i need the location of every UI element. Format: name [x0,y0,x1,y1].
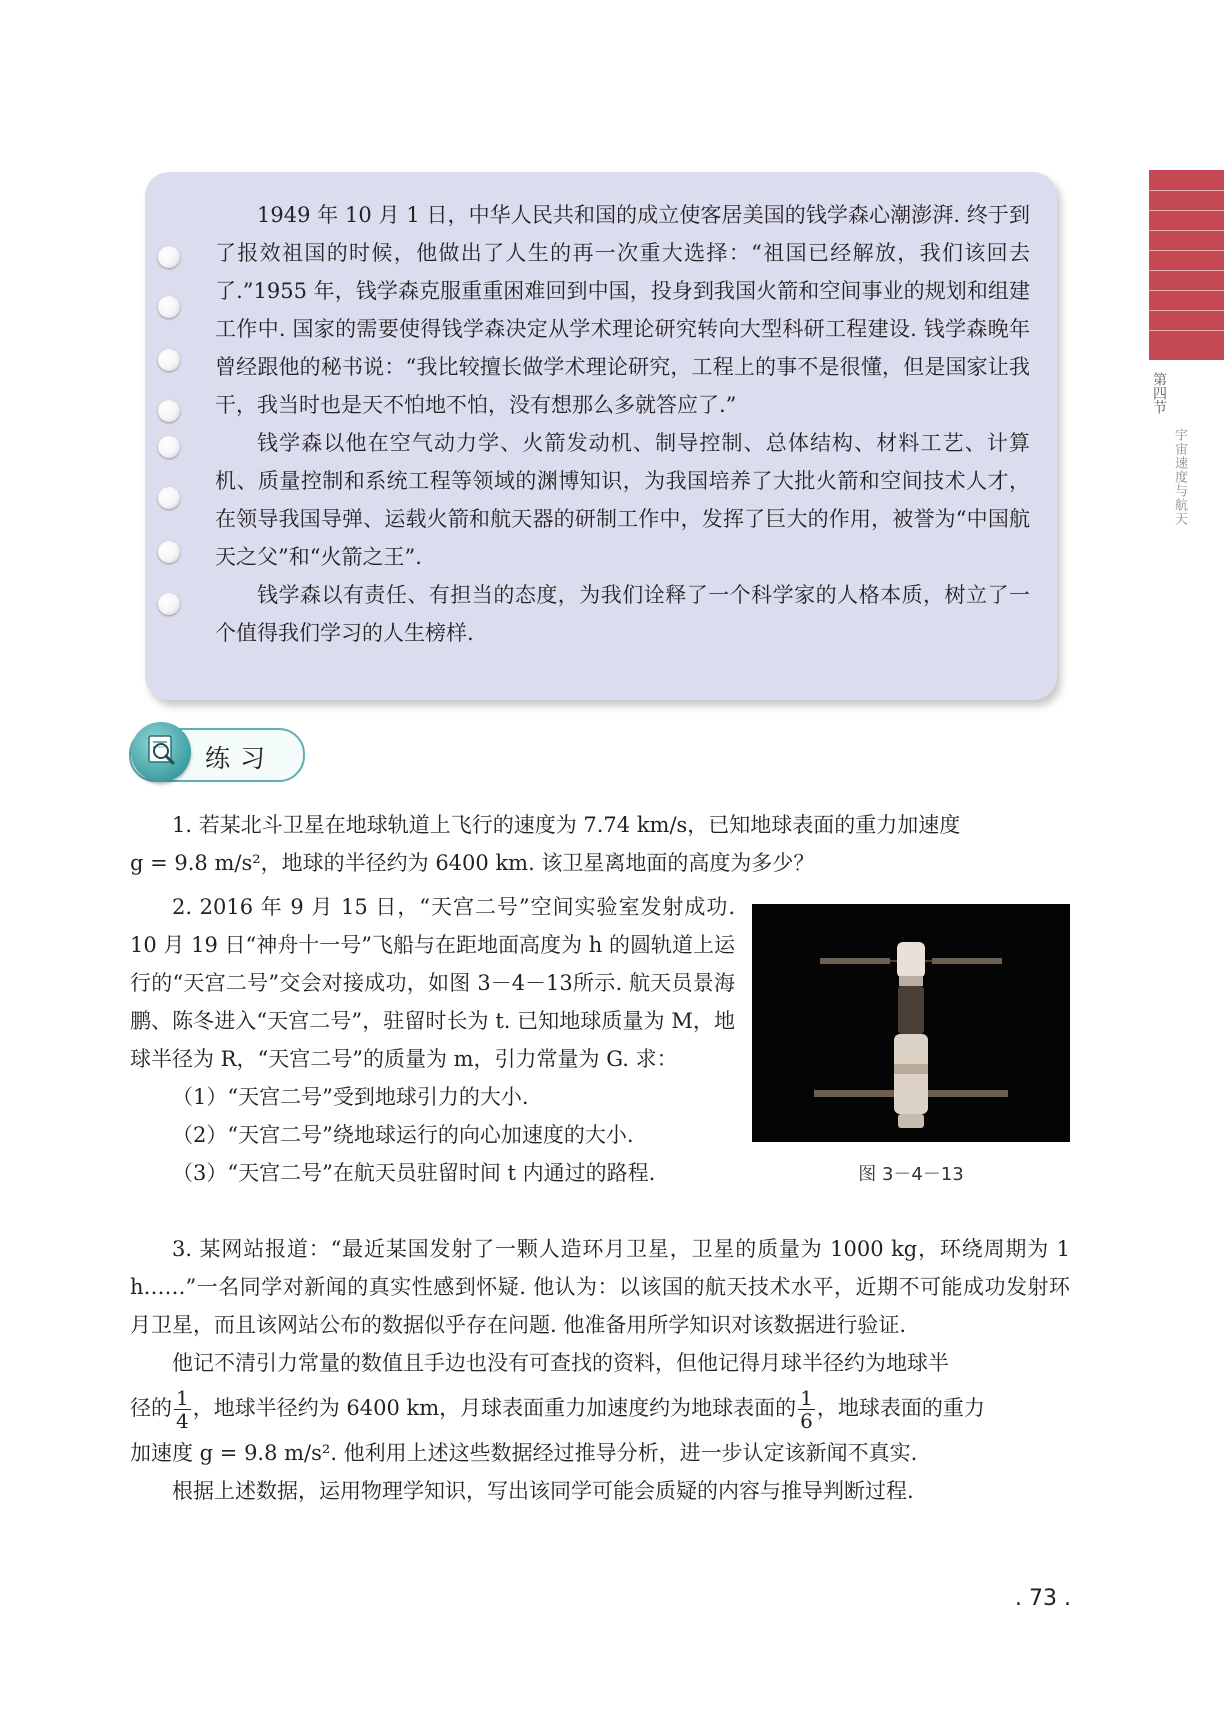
figure-caption: 图 3－4－13 [858,1164,964,1185]
section-label: 第四节 [1151,372,1167,414]
question-3-text-3: ，地球表面的重力 [816,1396,985,1420]
magnifier-icon [131,722,191,782]
binder-ring-icon [158,296,180,318]
space-station-figure [752,904,1070,1142]
question-2-sub-3: （3）“天宫二号”在航天员驻留时间 t 内通过的路程. [172,1161,656,1185]
question-1-line-2: g = 9.8 m/s²，地球的半径约为 6400 km. 该卫星离地面的高度为多少？ [130,851,815,875]
question-3 [130,1230,1070,1510]
question-1-line-1: 1. 若某北斗卫星在地球轨道上飞行的速度为 7.74 km/s，已知地球表面的重力加速度 [172,813,961,837]
story-paragraph: 钱学森以他在空气动力学、火箭发动机、制导控制、总体结构、材料工艺、计算机、质量控制和系统工程等领域的渊博知识，为我国培养了大批火箭和空间技术人才，在领导我国导弹、运载火箭和航天器的研制工作中，发挥了巨大的作用，被誉为“中国航天之父”和“火箭之王”. [215,431,1030,569]
question-2 [130,888,735,1192]
binder-ring-icon [158,541,180,563]
section-title: 宇宙速度与航天 [1172,428,1187,526]
fraction-2-denominator: 6 [800,1409,813,1433]
question-3-line-b [130,1382,1070,1434]
question-3-text: 3. 某网站报道：“最近某国发射了一颗人造环月卫星，卫星的质量为 1000 kg，环绕周期为 1 h……”一名同学对新闻的真实性感到怀疑. 他认为：以该国的航天技术水平，近期不可能成功发射环月卫星，而且该网站公布的数据似乎存在问题. 他准备用所学知识对该数据进行验证. [130,1237,1070,1337]
section-tab [1149,170,1224,360]
story-box [145,172,1057,700]
fraction-one-quarter [174,1387,191,1432]
question-2-sub-2: （2）“天宫二号”绕地球运行的向心加速度的大小. [172,1123,634,1147]
question-2-text: 2. 2016 年 9 月 15 日，“天宫二号”空间实验室发射成功. 10 月 19 日“神舟十一号”飞船与在距地面高度为 h 的圆轨道上运行的“天宫二号”交会对接成功，如图 3－4－13所示. 航天员景海鹏、陈冬进入“天宫二号”，驻留时长为 t. 已知地球质量为 M，地球半径为 R，“天宫二号”的质量为 m，引力常量为 G. 求： [130,895,735,1071]
question-3-final: 根据上述数据，运用物理学知识，写出该同学可能会质疑的内容与推导判断过程. [172,1479,914,1503]
binder-ring-icon [158,593,180,615]
binder-ring-icon [158,487,180,509]
binder-ring-icon [158,246,180,268]
page-number: . 73 . [1015,1586,1071,1611]
story-paragraph: 钱学森以有责任、有担当的态度，为我们诠释了一个科学家的人格本质，树立了一个值得我们学习的人生榜样. [215,583,1030,645]
exercise-title: 练习 [205,744,276,773]
question-3-line-c: 加速度 g = 9.8 m/s². 他利用上述这些数据经过推导分析，进一步认定该新闻不真实. [130,1441,918,1465]
fraction-one-sixth [798,1387,815,1432]
fraction-1-denominator: 4 [176,1409,189,1433]
binder-ring-icon [158,436,180,458]
story-text [215,196,1030,652]
fraction-1-numerator: 1 [176,1386,189,1410]
question-1 [130,806,1070,882]
question-2-sub-1: （1）“天宫二号”受到地球引力的大小. [172,1085,529,1109]
story-paragraph: 1949 年 10 月 1 日，中华人民共和国的成立使客居美国的钱学森心潮澎湃. 终于到了报效祖国的时候，他做出了人生的再一次重大选择：“祖国已经解放，我们该回去了.”1955 年，钱学森克服重重困难回到中国，投身到我国火箭和空间事业的规划和组建工作中. 国家的需要使得钱学森决定从学术理论研究转向大型科研工程建设. 钱学森晚年曾经跟他的秘书说：“我比较擅长做学术理论研究，工程上的事不是很懂，但是国家让我干，我当时也是天不怕地不怕，没有想那么多就答应了.” [215,203,1030,417]
question-3-text-1: 径的 [130,1396,172,1420]
question-3-text-2: ，地球半径约为 6400 km，月球表面重力加速度约为地球表面的 [192,1396,797,1420]
binder-ring-icon [158,400,180,422]
question-3-line-a: 他记不清引力常量的数值且手边也没有可查找的资料，但他记得月球半径约为地球半 [172,1351,949,1375]
binder-ring-icon [158,349,180,371]
fraction-2-numerator: 1 [800,1386,813,1410]
